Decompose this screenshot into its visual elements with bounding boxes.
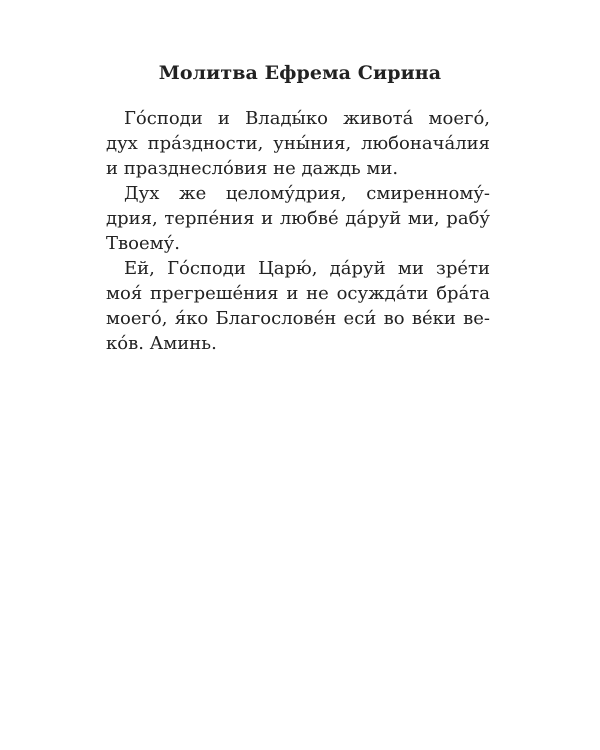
prayer-line: и празднесло́вия не даждь ми. bbox=[106, 158, 399, 179]
prayer-line: дрия, терпе́ния и любве́ да́руй ми, рабу́ bbox=[106, 208, 490, 229]
prayer-line: моя́ прегреше́ния и не осужда́ти бра́та bbox=[106, 283, 490, 304]
prayer-line: моего́, я́ко Благослове́н еси́ во ве́ки ве- bbox=[106, 308, 490, 329]
prayer-line: Го́споди и Влады́ко живота́ моего́, bbox=[124, 108, 490, 129]
prayer-line: Ей, Го́споди Царю́, да́руй ми зре́ти bbox=[124, 258, 490, 279]
prayer-line: Дух же целому́дрия, смиренному́- bbox=[124, 183, 490, 204]
prayer-line: Твоему́. bbox=[106, 233, 180, 254]
prayer-title: Молитва Ефрема Сирина bbox=[158, 62, 442, 84]
prayer-line: дух пра́здности, уны́ния, любонача́лия bbox=[106, 133, 490, 154]
prayer-line: ко́в. Аминь. bbox=[106, 333, 217, 354]
